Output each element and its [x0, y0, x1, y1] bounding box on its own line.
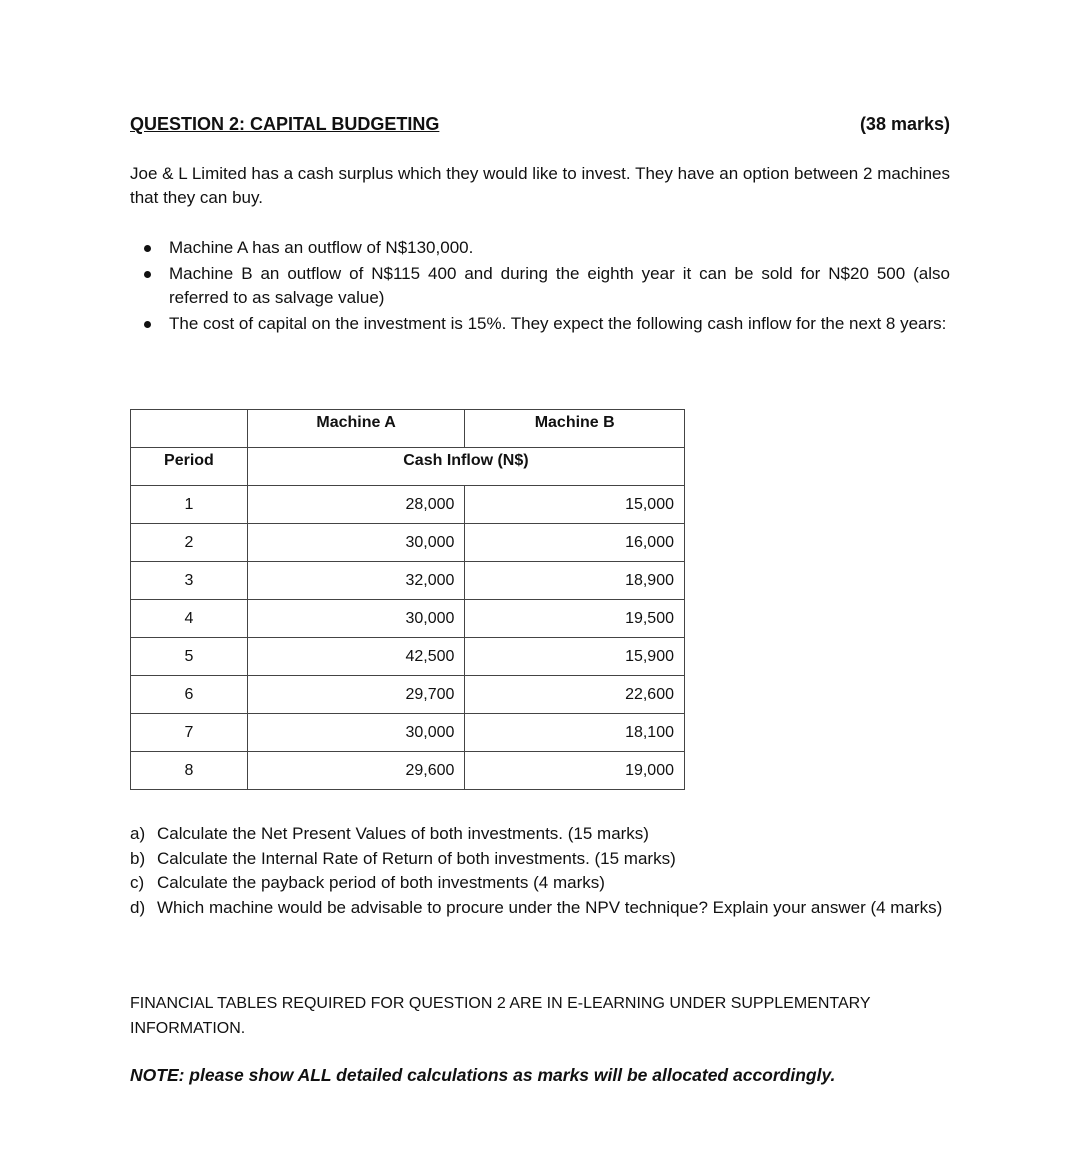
machine-a-cell: 42,500 [247, 638, 465, 676]
table-row [131, 676, 685, 714]
bullet-text: The cost of capital on the investment is 15%. They expect the following cash inflow for the next 8 years: [169, 314, 947, 333]
period-cell: 6 [131, 676, 248, 714]
table-row [131, 600, 685, 638]
question-page [130, 114, 950, 1085]
bullet-text: Machine A has an outflow of N$130,000. [169, 238, 474, 257]
machine-b-cell: 19,500 [465, 600, 685, 638]
period-cell: 1 [131, 486, 248, 524]
sub-questions-list [130, 822, 950, 920]
bullet-icon [144, 245, 151, 252]
sub-question-text: Calculate the payback period of both investments (4 marks) [157, 873, 605, 892]
sub-question-item [130, 822, 950, 847]
table-row [131, 638, 685, 676]
machine-b-cell: 18,100 [465, 714, 685, 752]
intro-paragraph: Joe & L Limited has a cash surplus which they would like to invest. They have an option between 2 machines that they can buy. [130, 164, 950, 207]
bullet-icon [144, 271, 151, 278]
bullet-item [130, 262, 950, 310]
machine-a-cell: 28,000 [247, 486, 465, 524]
bullet-icon [144, 321, 151, 328]
question-marks: (38 marks) [859, 114, 950, 134]
bullet-item [130, 312, 950, 336]
machine-b-cell: 15,000 [465, 486, 685, 524]
table-row [131, 752, 685, 790]
sub-question-text: Calculate the Internal Rate of Return of both investments. (15 marks) [157, 848, 676, 868]
sub-question-label: c) [130, 873, 145, 892]
machine-b-cell: 22,600 [465, 676, 685, 714]
period-cell: 7 [131, 714, 248, 752]
question-heading [130, 114, 950, 140]
cash-inflow-table [130, 409, 685, 790]
table-header-row [131, 410, 685, 448]
calculations-note: NOTE: please show ALL detailed calculations as marks will be allocated accordingly. [130, 1065, 836, 1085]
machine-b-cell: 15,900 [465, 638, 685, 676]
period-cell: 4 [131, 600, 248, 638]
period-cell: 5 [131, 638, 248, 676]
sub-question-item [130, 871, 950, 896]
financial-tables-note: FINANCIAL TABLES REQUIRED FOR QUESTION 2 ARE IN E-LEARNING UNDER SUPPLEMENTARY INFORMATION. [130, 995, 871, 1037]
sub-question-text: Which machine would be advisable to procure under the NPV technique? Explain your answer (4 marks) [157, 897, 943, 917]
machine-b-cell: 19,000 [465, 752, 685, 790]
bullet-item [130, 236, 950, 260]
table-row [131, 562, 685, 600]
period-cell: 8 [131, 752, 248, 790]
machine-a-cell: 30,000 [247, 600, 465, 638]
machine-b-cell: 16,000 [465, 524, 685, 562]
period-cell: 2 [131, 524, 248, 562]
sub-question-item [130, 847, 950, 872]
sub-question-label: b) [130, 848, 146, 868]
sub-question-label: a) [130, 824, 146, 843]
table-row [131, 714, 685, 752]
header-period: Period [131, 448, 248, 486]
sub-question-text: Calculate the Net Present Values of both investments. (15 marks) [157, 824, 649, 843]
machine-a-cell: 29,600 [247, 752, 465, 790]
sub-question-label: d) [130, 897, 146, 917]
table-row [131, 486, 685, 524]
bullet-list [130, 236, 950, 336]
header-machine-a: Machine A [247, 410, 465, 448]
bullet-text: Machine B an outflow of N$115 400 and during the eighth year it can be sold for N$20 500 (also referred to as salvage value) [169, 264, 950, 307]
machine-a-cell: 30,000 [247, 524, 465, 562]
header-empty-cell [131, 410, 248, 448]
machine-a-cell: 32,000 [247, 562, 465, 600]
period-cell: 3 [131, 562, 248, 600]
machine-a-cell: 30,000 [247, 714, 465, 752]
header-cash-inflow: Cash Inflow (N$) [247, 448, 684, 486]
table-row [131, 524, 685, 562]
machine-b-cell: 18,900 [465, 562, 685, 600]
question-title: QUESTION 2: CAPITAL BUDGETING [130, 114, 440, 134]
sub-question-item [130, 896, 950, 921]
table-subheader-row [131, 448, 685, 486]
machine-a-cell: 29,700 [247, 676, 465, 714]
header-machine-b: Machine B [465, 410, 685, 448]
